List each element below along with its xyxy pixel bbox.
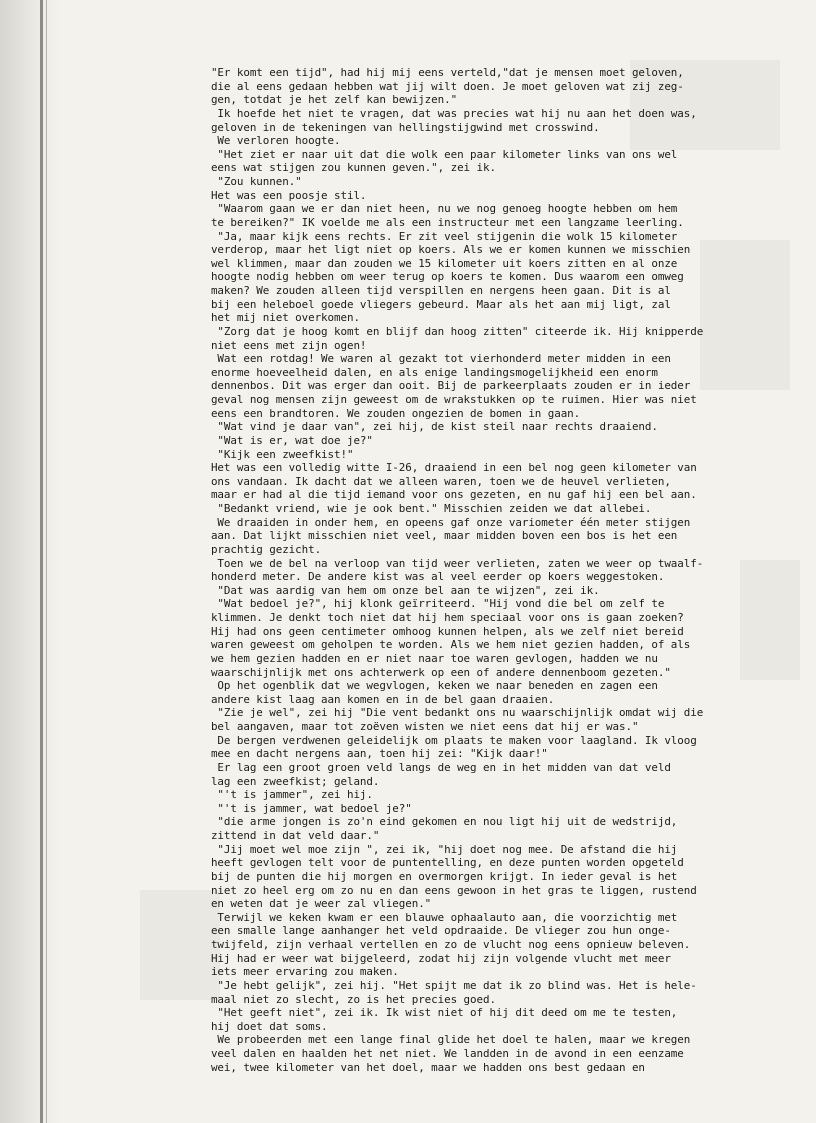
text-line: Wat een rotdag! We waren al gezakt tot vierhonderd meter midden in een bbox=[198, 352, 671, 366]
text-line: twijfeld, zijn verhaal vertellen en zo de vlucht nog eens opnieuw beleven. bbox=[198, 938, 691, 951]
text-line: mee en dacht nergens aan, toen hij zei: "Kijk daar!" bbox=[198, 747, 548, 761]
text-line: klimmen. Je denkt toch niet dat hij hem speciaal voor ons is gaan zoeken? bbox=[198, 611, 684, 624]
text-line: We probeerden met een lange final glide het doel te halen, maar we kregen bbox=[198, 1033, 691, 1047]
text-line: De bergen verdwenen geleidelijk om plaats te maken voor laagland. Ik vloog bbox=[198, 733, 697, 747]
text-line: eens wat stijgen zou kunnen geven.", zei ik. bbox=[198, 161, 496, 175]
text-line: maar er had al die tijd iemand voor ons gezeten, en nu gaf hij een bel aan. bbox=[198, 488, 697, 502]
text-line: bij een heleboel goede vliegers gebeurd. Maar als het aan mij ligt, zal bbox=[198, 297, 671, 311]
text-line: Er lag een groot groen veld langs de weg en in het midden van dat veld bbox=[198, 760, 671, 774]
text-line: niet zo heel erg om zo nu en dan eens gewoon in het gras te liggen, rustend bbox=[198, 883, 697, 897]
text-line: enorme hoeveelheid dalen, en als enige landingsmogelijkheid een enorm bbox=[198, 365, 658, 379]
text-line: en weten dat je weer zal vliegen." bbox=[198, 897, 432, 911]
text-line: heeft gevlogen telt voor de puntentelling, en deze punten worden opgeteld bbox=[198, 856, 684, 870]
text-line: waarschijnlijk met ons achterwerk op een of andere dennenboom gezeten." bbox=[198, 665, 671, 679]
text-line: Hij had ons geen centimeter omhoog kunnen helpen, als we zelf niet bereid bbox=[198, 624, 684, 638]
text-line: "Waarom gaan we er dan niet heen, nu we nog genoeg hoogte hebben om hem bbox=[198, 202, 678, 216]
text-line: het mij niet overkomen. bbox=[198, 311, 360, 325]
text-line: Hij had er weer wat bijgeleerd, zodat hij zijn volgende vlucht met meer bbox=[198, 951, 671, 965]
text-line: "Zorg dat je hoog komt en blijf dan hoog zitten" citeerde ik. Hij knipperde bbox=[198, 324, 704, 338]
text-line: "Kijk een zweefkist!" bbox=[198, 447, 354, 461]
text-line: Op het ogenblik dat we wegvlogen, keken we naar beneden en zagen een bbox=[198, 679, 658, 693]
text-line: "Wat vind je daar van", zei hij, de kist steil naar rechts draaiend. bbox=[198, 420, 658, 434]
text-line: "Het ziet er naar uit dat die wolk een paar kilometer links van ons wel bbox=[198, 147, 678, 161]
text-line: "Zou kunnen." bbox=[198, 175, 302, 188]
text-line: wei, twee kilometer van het doel, maar we hadden ons best gedaan en bbox=[198, 1060, 645, 1074]
text-line: "die arme jongen is zo'n eind gekomen en nou ligt hij uit de wedstrijd, bbox=[198, 815, 678, 829]
text-line: andere kist laag aan komen en in de bel gaan draaien. bbox=[198, 692, 555, 706]
text-line: "'t is jammer", zei hij. bbox=[198, 788, 373, 802]
text-line: zittend in dat veld daar." bbox=[198, 829, 380, 842]
text-line: Het was een poosje stil. bbox=[198, 188, 367, 202]
text-line: "Jij moet wel moe zijn ", zei ik, "hij doet nog mee. De afstand die hij bbox=[198, 842, 678, 856]
text-line: "Wat is er, wat doe je?" bbox=[198, 433, 373, 447]
text-line: gen, totdat je het zelf kan bewijzen." bbox=[198, 93, 458, 107]
text-line: bij de punten die hij morgen en overmorgen krijgt. In ieder geval is het bbox=[198, 869, 678, 883]
text-line: maken? We zouden alleen tijd verspillen en nergens heen gaan. Dit is al bbox=[198, 284, 671, 297]
page-binding-edge bbox=[40, 0, 43, 1123]
text-line: We draaiden in onder hem, en opeens gaf onze variometer één meter stijgen bbox=[198, 515, 691, 529]
text-line: hoogte nodig hebben om weer terug op koers te komen. Dus waarom een omweg bbox=[198, 270, 684, 284]
text-line: prachtig gezicht. bbox=[198, 542, 322, 556]
text-line: "Bedankt vriend, wie je ook bent." Misschien zeiden we dat allebei. bbox=[198, 502, 652, 515]
text-line: waren geweest om geholpen te worden. Als we hem niet gezien hadden, of als bbox=[198, 638, 691, 652]
text-line: "Ja, maar kijk eens rechts. Er zit veel stijgenin die wolk 15 kilometer bbox=[198, 229, 678, 243]
text-line: bel aangaven, maar tot zoëven wisten we niet eens dat hij er was." bbox=[198, 720, 639, 733]
text-line: lag een zweefkist; geland. bbox=[198, 774, 380, 788]
text-line: geloven in de tekeningen van hellingstijgwind met crosswind. bbox=[198, 120, 600, 134]
text-line: maal niet zo slecht, zo is het precies goed. bbox=[198, 992, 496, 1006]
text-line: we hem gezien hadden en er niet naar toe waren gevlogen, hadden we nu bbox=[198, 651, 658, 665]
typed-text-body bbox=[198, 66, 798, 1074]
text-line: "'t is jammer, wat bedoel je?" bbox=[198, 801, 412, 815]
text-line: "Wat bedoel je?", hij klonk geïrriteerd. "Hij vond die bel om zelf te bbox=[198, 597, 665, 611]
text-line: Toen we de bel na verloop van tijd weer verlieten, zaten we weer op twaalf- bbox=[198, 556, 704, 570]
text-line: Het was een volledig witte I-26, draaiend in een bel nog geen kilometer van bbox=[198, 461, 697, 475]
text-line: "Dat was aardig van hem om onze bel aan te wijzen", zei ik. bbox=[198, 583, 600, 597]
text-line: eens een brandtoren. We zouden ongezien de bomen in gaan. bbox=[198, 406, 581, 420]
text-line: hij doet dat soms. bbox=[198, 1019, 328, 1033]
text-line: die al eens gedaan hebben wat jij wilt doen. Je moet geloven wat zij zeg- bbox=[198, 79, 684, 93]
text-line: dennenbos. Dit was erger dan ooit. Bij de parkeerplaats zouden er in ieder bbox=[198, 379, 691, 393]
text-line: niet eens met zijn ogen! bbox=[198, 338, 367, 352]
text-line: "Zie je wel", zei hij "Die vent bedankt ons nu waarschijnlijk omdat wij die bbox=[198, 706, 704, 720]
text-line: geval nog mensen zijn geweest om de wrakstukken op te ruimen. Hier was niet bbox=[198, 393, 697, 406]
text-line: "Je hebt gelijk", zei hij. "Het spijt me dat ik zo blind was. Het is hele- bbox=[198, 978, 697, 992]
text-line: wel klimmen, maar dan zouden we 15 kilometer uit koers zitten en al onze bbox=[198, 256, 678, 270]
text-line: veel dalen en haalden het net niet. We landden in de avond in een eenzame bbox=[198, 1047, 684, 1060]
text-line: "Er komt een tijd", had hij mij eens verteld,"dat je mensen moet geloven, bbox=[198, 66, 684, 79]
text-line: iets meer ervaring zou maken. bbox=[198, 965, 399, 979]
text-line: te bereiken?" IK voelde me als een instructeur met een langzame leerling. bbox=[198, 215, 684, 229]
text-line: "Het geeft niet", zei ik. Ik wist niet of hij dit deed om me te testen, bbox=[198, 1006, 678, 1020]
page-binding-shadow bbox=[46, 0, 47, 1123]
text-line: aan. Dat lijkt misschien niet veel, maar midden boven een bos is het een bbox=[198, 529, 678, 543]
text-line: We verloren hoogte. bbox=[198, 134, 341, 148]
text-line: ons vandaan. Ik dacht dat we alleen waren, toen we de heuvel verlieten, bbox=[198, 474, 671, 488]
text-line: honderd meter. De andere kist was al veel eerder op koers weggestoken. bbox=[198, 570, 665, 584]
text-line: een smalle lange aanhanger het veld opdraaide. De vlieger zou hun onge- bbox=[198, 924, 671, 938]
text-line: Ik hoefde het niet te vragen, dat was precies wat hij nu aan het doen was, bbox=[198, 106, 697, 120]
text-line: verderop, maar het ligt niet op koers. Als we er komen kunnen we misschien bbox=[198, 243, 691, 257]
text-line: Terwijl we keken kwam er een blauwe ophaalauto aan, die voorzichtig met bbox=[198, 910, 678, 924]
